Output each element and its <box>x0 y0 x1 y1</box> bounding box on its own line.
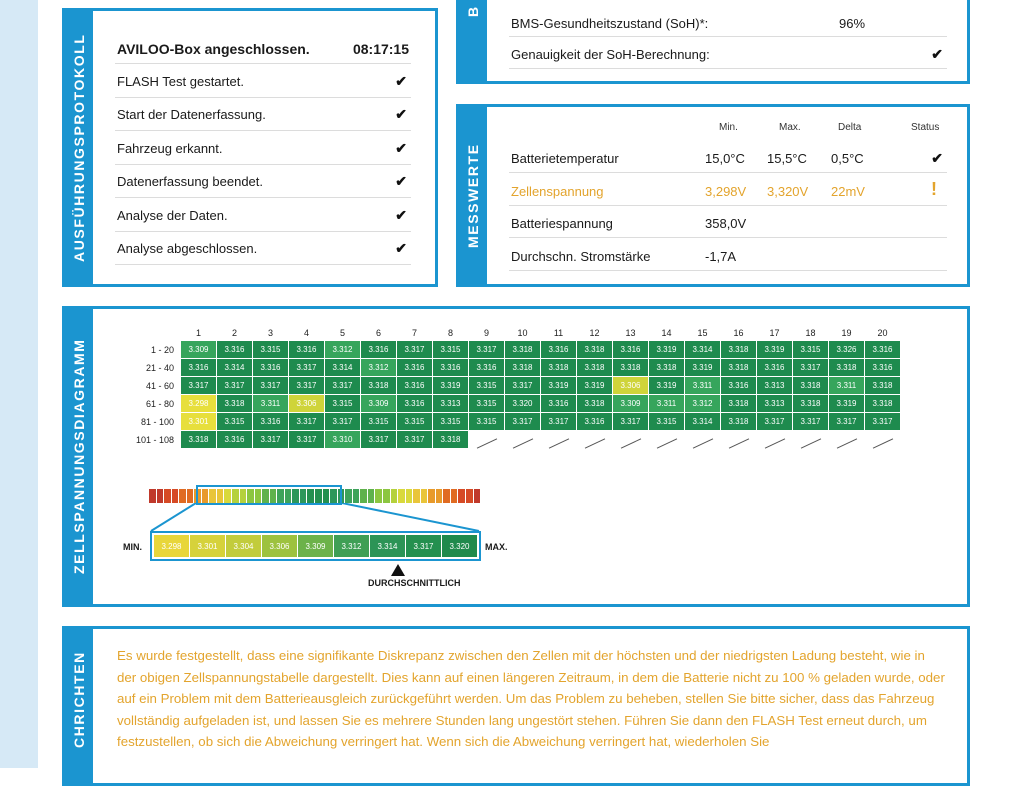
cell-voltage: 3.318 <box>613 359 649 377</box>
measurement-row <box>509 209 947 238</box>
cell-voltage: 3.318 <box>217 395 253 413</box>
cell-voltage: 3.312 <box>325 341 361 359</box>
cell-voltage: 3.318 <box>541 359 577 377</box>
cell-voltage: 3.316 <box>253 359 289 377</box>
cell-voltage: 3.316 <box>721 377 757 395</box>
cell-voltage: 3.319 <box>649 377 685 395</box>
empty-cell-dash <box>656 438 676 448</box>
measurement-row <box>509 144 947 173</box>
messwerte-tab-label: MESSWERTE <box>465 143 481 248</box>
cell-voltage: 3.315 <box>469 395 505 413</box>
nachrichten-panel <box>62 626 970 786</box>
bms-tab <box>459 0 487 81</box>
grid-column-header: 19 <box>841 328 852 338</box>
cell-voltage: 3.306 <box>289 395 325 413</box>
grid-column-header: 14 <box>661 328 672 338</box>
zoom-lines <box>149 503 481 533</box>
cell-voltage: 3.314 <box>685 341 721 359</box>
cell-voltage: 3.316 <box>865 359 901 377</box>
cell-voltage: 3.318 <box>181 431 217 449</box>
measurement-label: Durchschn. Stromstärke <box>511 248 651 264</box>
bms-panel <box>456 0 970 84</box>
empty-cell-dash <box>692 438 712 448</box>
protocol-header-time: 08:17:15 <box>352 41 409 57</box>
protocol-tab <box>65 11 93 284</box>
cell-voltage: 3.316 <box>469 359 505 377</box>
empty-cell-dash <box>800 438 820 448</box>
grid-column-header: 16 <box>733 328 744 338</box>
cell-voltage: 3.310 <box>325 431 361 449</box>
gradient-segment <box>360 489 368 503</box>
gradient-segment <box>428 489 436 503</box>
check-icon: ✔ <box>395 139 407 156</box>
scale-value: 3.317 <box>406 535 441 557</box>
grid-column-header: 13 <box>625 328 636 338</box>
cell-voltage: 3.312 <box>361 359 397 377</box>
grid-row-label: 1 - 20 <box>126 341 181 359</box>
grid-column-header: 8 <box>447 328 453 338</box>
cell-voltage: 3.316 <box>217 431 253 449</box>
grid-corner <box>126 326 181 341</box>
accuracy-label: Genauigkeit der SoH-Berechnung: <box>511 47 710 62</box>
protocol-header-label: AVILOO-Box angeschlossen. <box>117 41 310 57</box>
cell-voltage: 3.315 <box>325 395 361 413</box>
gradient-segment <box>421 489 429 503</box>
cell-voltage: 3.317 <box>397 431 433 449</box>
measurement-label: Batterietemperatur <box>511 151 619 166</box>
protocol-item-label: FLASH Test gestartet. <box>117 74 244 89</box>
scale-max-label: MAX. <box>485 542 508 552</box>
gradient-segment <box>383 489 391 503</box>
empty-cell-dash <box>584 438 604 448</box>
cell-voltage: 3.326 <box>829 341 865 359</box>
cell-voltage: 3.315 <box>397 413 433 431</box>
header-status: Status <box>911 122 940 133</box>
cell-voltage: 3.313 <box>757 377 793 395</box>
check-icon: ✔ <box>931 46 943 62</box>
cell-voltage: 3.301 <box>181 413 217 431</box>
scale-value: 3.314 <box>370 535 405 557</box>
cell-voltage: 3.315 <box>253 341 289 359</box>
nachrichten-tab-label: CHRICHTEN <box>71 651 87 749</box>
cell-voltage: 3.316 <box>289 341 325 359</box>
cell-voltage: 3.318 <box>721 413 757 431</box>
gradient-segment <box>345 489 353 503</box>
empty-cell-dash <box>476 438 496 448</box>
grid-row-label: 21 - 40 <box>126 359 181 377</box>
cell-voltage: 3.316 <box>433 359 469 377</box>
grid-row-label: 81 - 100 <box>126 413 181 431</box>
grid-column-header: 10 <box>517 328 528 338</box>
grid-column-header: 7 <box>411 328 417 338</box>
protocol-panel <box>62 8 438 287</box>
warning-icon: ! <box>931 178 937 199</box>
gradient-segment <box>375 489 383 503</box>
bms-tab-label: B <box>465 5 481 17</box>
nachrichten-text: Es wurde festgestellt, dass eine signifikante Diskrepanz zwischen den Zellen mit der höchsten und der niedrigsten Ladung besteht, wie in der obigen Zellspannungstabelle dargestellt. Dies kann auf einen längeren Zeitraum, in dem die Batterie nicht zu 100 % geladen wurde, oder auf ein Problem mit dem Batterieausgleich zurückgeführt werden. Um das Problem zu beheben, stellen Sie bitte sicher, dass das Fahrzeug vollständig aufgeladen ist, und lassen Sie es mehrere Stunden lang ungestört stehen. Führen Sie dann den FLASH Test erneut durch, um festzustellen, ob sich die Abweichung verringert hat. Wenn sich die Abweichung verringert hat, wiederholen Sie <box>117 648 945 750</box>
gradient-segment <box>368 489 376 503</box>
cell-voltage: 3.318 <box>505 359 541 377</box>
check-icon: ✔ <box>395 106 407 123</box>
cell-voltage: 3.319 <box>649 341 685 359</box>
cell-voltage-table <box>125 326 901 449</box>
gradient-segment <box>413 489 421 503</box>
cell-voltage: 3.318 <box>865 395 901 413</box>
gradient-segment <box>406 489 414 503</box>
cell-voltage: 3.317 <box>397 341 433 359</box>
grid-column-header: 5 <box>339 328 345 338</box>
empty-cell <box>541 431 577 449</box>
grid-column-header: 20 <box>877 328 888 338</box>
cell-voltage: 3.318 <box>577 359 613 377</box>
cell-voltage: 3.317 <box>505 413 541 431</box>
scale-value: 3.298 <box>154 535 189 557</box>
gradient-segment <box>451 489 459 503</box>
protocol-item-label: Analyse abgeschlossen. <box>117 241 258 256</box>
protocol-item <box>115 136 411 165</box>
scale-value: 3.312 <box>334 535 369 557</box>
messwerte-panel <box>456 104 970 287</box>
cell-voltage: 3.316 <box>577 413 613 431</box>
protocol-tab-label: AUSFÜHRUNGSPROTOKOLL <box>71 33 87 262</box>
empty-cell <box>757 431 793 449</box>
cell-voltage: 3.318 <box>505 341 541 359</box>
gradient-segment <box>164 489 172 503</box>
gradient-segment <box>458 489 466 503</box>
soh-value: 96% <box>839 16 866 31</box>
cell-voltage: 3.317 <box>289 377 325 395</box>
cell-voltage: 3.316 <box>397 377 433 395</box>
measurement-delta: 0,5°C <box>831 151 864 166</box>
cell-voltage: 3.311 <box>829 377 865 395</box>
gradient-segment <box>474 489 482 503</box>
header-max: Max. <box>779 122 801 133</box>
empty-cell-dash <box>836 438 856 448</box>
cell-voltage: 3.317 <box>253 377 289 395</box>
cell-voltage: 3.318 <box>721 341 757 359</box>
nachrichten-tab <box>65 629 93 783</box>
cell-voltage: 3.317 <box>289 431 325 449</box>
header-delta: Delta <box>838 122 862 133</box>
cell-voltage: 3.317 <box>505 377 541 395</box>
gradient-segment <box>391 489 399 503</box>
voltage-scale <box>150 531 481 561</box>
cell-voltage: 3.317 <box>469 341 505 359</box>
cell-voltage: 3.316 <box>181 359 217 377</box>
cell-voltage: 3.319 <box>685 359 721 377</box>
grid-column-header: 15 <box>697 328 708 338</box>
header-min: Min. <box>719 122 738 133</box>
empty-cell <box>577 431 613 449</box>
gradient-segment <box>179 489 187 503</box>
gradient-segment <box>466 489 474 503</box>
cell-voltage: 3.318 <box>793 377 829 395</box>
cell-voltage: 3.318 <box>433 431 469 449</box>
cell-voltage: 3.317 <box>541 413 577 431</box>
empty-cell <box>685 431 721 449</box>
measurement-min: 15,0°C <box>705 151 745 166</box>
grid-column-header: 17 <box>769 328 780 338</box>
cell-voltage: 3.309 <box>181 341 217 359</box>
cell-voltage: 3.312 <box>685 395 721 413</box>
cell-voltage: 3.320 <box>505 395 541 413</box>
grid-row-label: 101 - 108 <box>126 431 181 449</box>
empty-cell <box>793 431 829 449</box>
protocol-item <box>115 236 411 265</box>
empty-cell <box>505 431 541 449</box>
gradient-segment <box>398 489 406 503</box>
cell-voltage: 3.309 <box>613 395 649 413</box>
cell-voltage: 3.298 <box>181 395 217 413</box>
grid-column-header: 4 <box>303 328 309 338</box>
cell-voltage: 3.317 <box>289 413 325 431</box>
measurement-max: 3,320V <box>767 183 809 199</box>
cell-voltage: 3.317 <box>361 431 397 449</box>
protocol-item <box>115 69 411 98</box>
cell-voltage: 3.316 <box>361 341 397 359</box>
cell-voltage: 3.313 <box>757 395 793 413</box>
cell-voltage: 3.318 <box>829 359 865 377</box>
cell-voltage: 3.317 <box>865 413 901 431</box>
empty-cell-dash <box>548 438 568 448</box>
protocol-item-label: Fahrzeug erkannt. <box>117 140 223 156</box>
measurement-row <box>509 177 947 206</box>
empty-cell-dash <box>620 438 640 448</box>
empty-cell-dash <box>872 438 892 448</box>
gradient-segment <box>149 489 157 503</box>
cell-voltage: 3.317 <box>613 413 649 431</box>
gradient-segment <box>187 489 195 503</box>
cell-voltage: 3.317 <box>829 413 865 431</box>
cell-voltage: 3.306 <box>613 377 649 395</box>
cell-voltage: 3.319 <box>757 341 793 359</box>
diagram-tab-label: ZELLSPANNUNGSDIAGRAMM <box>71 338 87 575</box>
protocol-header-row <box>115 37 411 64</box>
protocol-item-label: Start der Datenerfassung. <box>117 107 266 123</box>
grid-column-header: 6 <box>375 328 381 338</box>
measurement-row <box>509 242 947 271</box>
gradient-segment <box>436 489 444 503</box>
protocol-item-label: Datenerfassung beendet. <box>117 174 263 190</box>
cell-voltage: 3.315 <box>469 413 505 431</box>
cell-voltage: 3.315 <box>793 341 829 359</box>
cell-voltage: 3.317 <box>793 413 829 431</box>
empty-cell <box>829 431 865 449</box>
gradient-segment <box>172 489 180 503</box>
cell-voltage: 3.318 <box>361 377 397 395</box>
cell-voltage: 3.315 <box>469 377 505 395</box>
scale-value: 3.320 <box>442 535 477 557</box>
measurement-max: 15,5°C <box>767 151 807 166</box>
empty-cell-dash <box>764 438 784 448</box>
cell-voltage: 3.311 <box>685 377 721 395</box>
measurement-min: -1,7A <box>705 248 737 264</box>
cell-voltage: 3.318 <box>793 395 829 413</box>
empty-cell <box>613 431 649 449</box>
cell-voltage: 3.318 <box>865 377 901 395</box>
cell-voltage: 3.314 <box>217 359 253 377</box>
cell-voltage: 3.318 <box>721 395 757 413</box>
cell-voltage: 3.318 <box>577 395 613 413</box>
cell-voltage: 3.317 <box>253 431 289 449</box>
gradient-highlight <box>196 485 342 505</box>
grid-column-header: 18 <box>805 328 816 338</box>
cell-voltage: 3.319 <box>577 377 613 395</box>
cell-voltage: 3.315 <box>433 413 469 431</box>
soh-label: BMS-Gesundheitszustand (SoH)*: <box>511 16 709 31</box>
check-icon: ✔ <box>395 173 407 190</box>
measurement-delta: 22mV <box>831 183 865 199</box>
cell-voltage: 3.315 <box>649 413 685 431</box>
cell-voltage: 3.317 <box>289 359 325 377</box>
scale-value: 3.306 <box>262 535 297 557</box>
check-icon: ✔ <box>395 240 407 256</box>
cell-voltage: 3.317 <box>793 359 829 377</box>
grid-column-header: 11 <box>553 328 564 338</box>
cell-voltage: 3.314 <box>685 413 721 431</box>
cell-voltage: 3.311 <box>253 395 289 413</box>
grid-column-header: 1 <box>195 328 201 338</box>
scale-min-label: MIN. <box>123 542 142 552</box>
cell-voltage: 3.316 <box>613 341 649 359</box>
cell-voltage: 3.318 <box>577 341 613 359</box>
cell-voltage: 3.316 <box>757 359 793 377</box>
cell-voltage: 3.317 <box>181 377 217 395</box>
cell-voltage: 3.316 <box>253 413 289 431</box>
empty-cell <box>721 431 757 449</box>
average-label: DURCHSCHNITTLICH <box>368 578 461 588</box>
diagram-panel <box>62 306 970 607</box>
cell-voltage: 3.317 <box>325 377 361 395</box>
protocol-item <box>115 169 411 198</box>
measurement-min: 358,0V <box>705 216 747 231</box>
soh-row <box>509 10 947 37</box>
cell-voltage: 3.318 <box>649 359 685 377</box>
cell-voltage: 3.316 <box>865 341 901 359</box>
left-sidebar <box>0 0 38 768</box>
gradient-segment <box>443 489 451 503</box>
measurement-label: Zellenspannung <box>511 183 604 199</box>
scale-value: 3.304 <box>226 535 261 557</box>
cell-voltage: 3.319 <box>829 395 865 413</box>
cell-voltage: 3.314 <box>325 359 361 377</box>
cell-voltage: 3.315 <box>217 413 253 431</box>
scale-value: 3.309 <box>298 535 333 557</box>
messwerte-tab <box>459 107 487 284</box>
accuracy-row <box>509 42 947 69</box>
cell-voltage: 3.309 <box>361 395 397 413</box>
check-icon: ✔ <box>395 73 407 89</box>
check-icon: ✔ <box>931 150 943 166</box>
cell-voltage: 3.315 <box>361 413 397 431</box>
cell-voltage: 3.316 <box>397 395 433 413</box>
check-icon: ✔ <box>395 206 407 223</box>
grid-row-label: 61 - 80 <box>126 395 181 413</box>
empty-cell-dash <box>728 438 748 448</box>
empty-cell <box>649 431 685 449</box>
empty-cell <box>469 431 505 449</box>
cell-voltage: 3.318 <box>721 359 757 377</box>
diagram-tab <box>65 309 93 604</box>
cell-voltage: 3.311 <box>649 395 685 413</box>
cell-voltage: 3.316 <box>541 395 577 413</box>
protocol-item <box>115 203 411 232</box>
gradient-segment <box>353 489 361 503</box>
cell-voltage: 3.317 <box>757 413 793 431</box>
grid-column-header: 12 <box>589 328 600 338</box>
empty-cell-dash <box>512 438 532 448</box>
cell-voltage: 3.317 <box>325 413 361 431</box>
cell-voltage: 3.319 <box>541 377 577 395</box>
protocol-item-label: Analyse der Daten. <box>117 207 228 223</box>
protocol-item <box>115 102 411 131</box>
cell-voltage: 3.316 <box>541 341 577 359</box>
cell-voltage: 3.313 <box>433 395 469 413</box>
grid-row-label: 41 - 60 <box>126 377 181 395</box>
empty-cell <box>865 431 901 449</box>
grid-column-header: 3 <box>267 328 273 338</box>
gradient-segment <box>157 489 165 503</box>
grid-column-header: 2 <box>231 328 237 338</box>
cell-voltage: 3.317 <box>217 377 253 395</box>
cell-voltage: 3.315 <box>433 341 469 359</box>
cell-voltage: 3.316 <box>217 341 253 359</box>
measurement-min: 3,298V <box>705 183 747 199</box>
scale-value: 3.301 <box>190 535 225 557</box>
average-marker-icon <box>391 564 405 576</box>
measurement-label: Batteriespannung <box>511 216 613 231</box>
cell-voltage: 3.316 <box>397 359 433 377</box>
grid-column-header: 9 <box>483 328 489 338</box>
cell-voltage: 3.319 <box>433 377 469 395</box>
